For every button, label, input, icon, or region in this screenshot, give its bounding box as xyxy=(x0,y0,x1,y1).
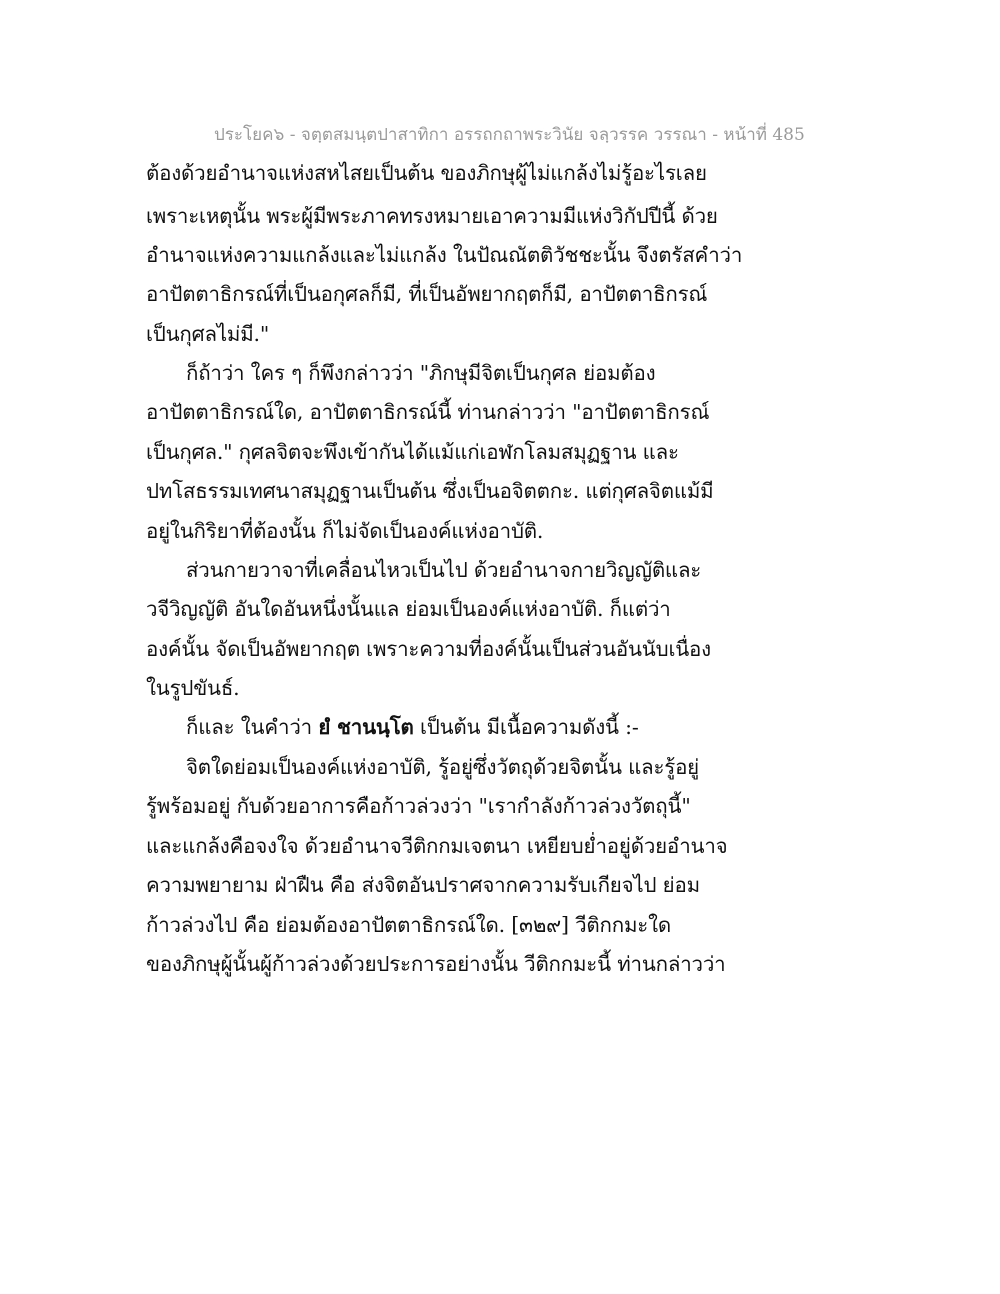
text-line: อยู่ในกิริยาที่ต้องนั้น ก็ไม่จัดเป็นองค์แห่งอาบัติ. xyxy=(146,519,544,543)
text-line: ส่วนกายวาจาที่เคลื่อนไหวเป็นไป ด้วยอำนาจกายวิญญัติและ xyxy=(186,558,702,582)
text-line: และแกล้งคือจงใจ ด้วยอำนาจวีติกกมเจตนา เหยียบย่ำอยู่ด้วยอำนาจ xyxy=(146,834,728,858)
text-segment: เป็นต้น มีเนื้อความดังนี้ :- xyxy=(413,715,639,739)
text-line: ของภิกษุผู้นั้นผู้ก้าวล่วงด้วยประการอย่างนั้น วีติกกมะนี้ ท่านกล่าวว่า xyxy=(146,952,726,976)
text-line: ต้องด้วยอำนาจแห่งสหไสยเป็นต้น ของภิกษุผู้ไม่แกล้งไม่รู้อะไรเลย xyxy=(146,161,707,185)
text-line: อำนาจแห่งความแกล้งและไม่แกล้ง ในปัณณัตติวัชชะนั้น จึงตรัสคำว่า xyxy=(146,243,743,267)
text-line: ปทโสธรรมเทศนาสมุฏฐานเป็นต้น ซึ่งเป็นอจิตตกะ. แต่กุศลจิตแม้มี xyxy=(146,479,714,503)
text-line: อาปัตตาธิกรณ์ใด, อาปัตตาธิกรณ์นี้ ท่านกล่าวว่า "อาปัตตาธิกรณ์ xyxy=(146,400,710,424)
text-line: วจีวิญญัติ อันใดอันหนึ่งนั้นแล ย่อมเป็นองค์แห่งอาบัติ. ก็แต่ว่า xyxy=(146,597,671,621)
text-line: องค์นั้น จัดเป็นอัพยากฤต เพราะความที่องค์นั้นเป็นส่วนอันนับเนื่อง xyxy=(146,637,711,661)
text-line: ความพยายาม ฝ่าฝืน คือ ส่งจิตอันปราศจากความรับเกียจไป ย่อม xyxy=(146,873,700,897)
text-line: เพราะเหตุนั้น พระผู้มีพระภาคทรงหมายเอาความมีแห่งวิกัปปีนี้ ด้วย xyxy=(146,204,718,228)
text-line: เป็นกุศลไม่มี." xyxy=(146,322,270,346)
text-line: ก้าวล่วงไป คือ ย่อมต้องอาปัตตาธิกรณ์ใด. [๓๒๙] วีติกกมะใด xyxy=(146,913,672,937)
page-header: ประโยค๖ - จตฺตสมนฺตปาสาทิกา อรรถกถาพระวินัย จลฺวรรค วรรณา - หน้าที่ 485 xyxy=(214,125,805,145)
text-line: ในรูปขันธ์. xyxy=(146,676,240,700)
text-line: จิตใดย่อมเป็นองค์แห่งอาบัติ, รู้อยู่ซึ่งวัตถุด้วยจิตนั้น และรู้อยู่ xyxy=(186,755,699,779)
text-line: ก็ถ้าว่า ใคร ๆ ก็พึงกล่าวว่า "ภิกษุมีจิตเป็นกุศล ย่อมต้อง xyxy=(186,361,656,385)
text-line: รู้พร้อมอยู่ กับด้วยอาการคือก้าวล่วงว่า "เรากำลังก้าวล่วงวัตถุนี้" xyxy=(146,794,691,818)
text-segment: ก็และ ในคำว่า xyxy=(186,715,319,739)
text-line-with-term xyxy=(186,712,639,742)
text-line: อาปัตตาธิกรณ์ที่เป็นอกุศลก็มี, ที่เป็นอัพยากฤตก็มี, อาปัตตาธิกรณ์ xyxy=(146,282,708,306)
pali-term: ยํ ชานนฺโต xyxy=(318,715,414,739)
text-line: เป็นกุศล." กุศลจิตจะพึงเข้ากันได้แม้แก่เอฬกโลมสมุฏฐาน และ xyxy=(146,440,679,464)
